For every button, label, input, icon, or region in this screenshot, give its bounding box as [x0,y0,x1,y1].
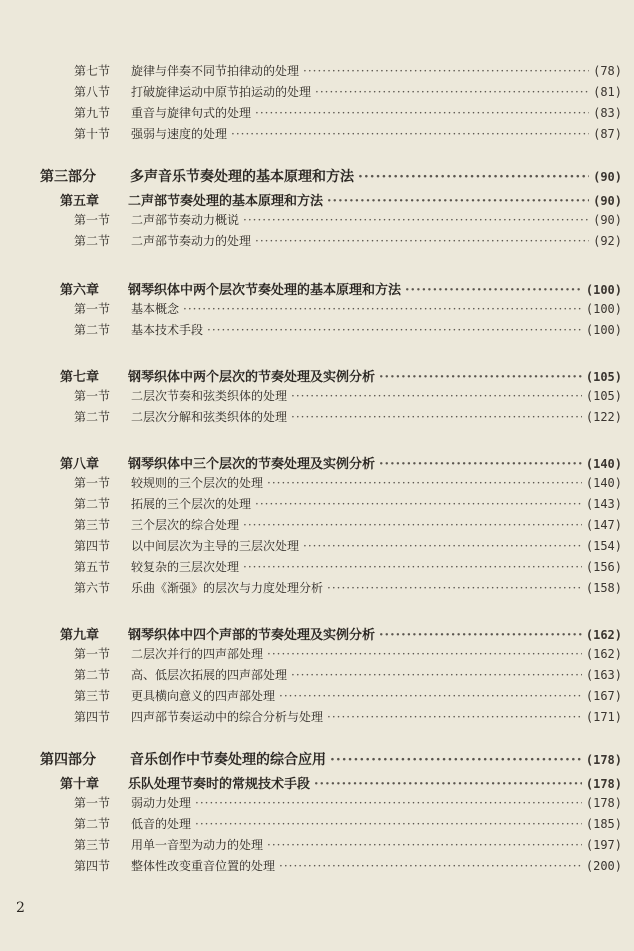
dot-leader [405,283,582,298]
toc-section-entry [74,62,622,79]
toc-entry-title: 整体性改变重音位置的处理 [131,859,276,873]
toc-entry-page: (140) [585,457,622,471]
toc-section-entry [74,836,622,853]
toc-entry-page: (143) [585,497,622,511]
toc-entry-title: 钢琴织体中三个层次的节奏处理及实例分析 [128,457,376,472]
toc-entry-title: 较复杂的三层次处理 [131,560,240,574]
toc-entry-title: 以中间层次为主导的三层次处理 [131,539,300,553]
dot-leader [303,539,582,553]
toc-section-entry [74,815,622,832]
toc-entry-title: 低音的处理 [131,817,192,831]
toc-entry-title: 强弱与速度的处理 [131,127,228,141]
toc-section-entry [74,83,622,100]
toc-entry-title: 钢琴织体中四个声部的节奏处理及实例分析 [128,628,376,643]
toc-chapter-entry [60,366,622,385]
toc-entry-page: (122) [585,410,622,424]
dot-leader [279,689,582,703]
dot-leader [291,389,582,403]
toc-section-entry [74,857,622,874]
dot-leader [195,796,582,810]
toc-entry-page: (156) [585,560,622,574]
dot-leader [267,647,582,661]
toc-entry-page: (162) [585,628,622,642]
toc-entry-title: 钢琴织体中两个层次节奏处理的基本原理和方法 [128,283,402,298]
toc-entry-title: 基本概念 [131,302,180,316]
toc-entry-title: 二声部节奏处理的基本原理和方法 [128,194,324,209]
toc-entry-page: (105) [585,370,622,384]
toc-part-entry [40,166,622,186]
toc-entry-label: 第二节 [74,497,111,511]
dot-leader [327,194,589,209]
toc-section-entry [74,321,622,338]
toc-section-entry [74,300,622,317]
toc-entry-page: (100) [585,283,622,297]
toc-entry-label: 第二节 [74,234,111,248]
toc-entry-page: (147) [585,518,622,532]
toc-entry-title: 二声部节奏动力的处理 [131,234,252,248]
toc-entry-title: 二声部节奏动力概说 [131,213,240,227]
toc-entry-title: 二层次并行的四声部处理 [131,647,264,661]
toc-entry-title: 高、低层次拓展的四声部处理 [131,668,288,682]
toc-section-entry [74,794,622,811]
toc-entry-label: 第一节 [74,389,111,403]
toc-section-entry [74,104,622,121]
toc-entry-page: (171) [585,710,622,724]
toc-entry-label: 第十节 [74,127,111,141]
toc-entry-page: (167) [585,689,622,703]
toc-entry-page: (163) [585,668,622,682]
dot-leader [379,457,582,472]
dot-leader [255,234,589,248]
toc-chapter-entry [60,453,622,472]
toc-entry-label: 第七节 [74,64,111,78]
toc-entry-label: 第一节 [74,647,111,661]
toc-entry-label: 第九节 [74,106,111,120]
toc-chapter-entry [60,773,622,792]
toc-entry-label: 第一节 [74,476,111,490]
toc-entry-label: 第四节 [74,859,111,873]
toc-entry-page: (92) [593,234,622,248]
toc-section-entry [74,687,622,704]
dot-leader [279,859,582,873]
dot-leader [267,476,582,490]
dot-leader [183,302,582,316]
toc-entry-label: 第三节 [74,518,111,532]
toc-entry-page: (90) [593,194,622,208]
toc-entry-label: 第二节 [74,323,111,337]
toc-entry-title: 用单一音型为动力的处理 [131,838,264,852]
dot-leader [255,497,582,511]
toc-section-entry [74,645,622,662]
toc-entry-page: (78) [593,64,622,78]
toc-entry-title: 乐队处理节奏时的常规技术手段 [128,777,311,792]
dot-leader [243,560,582,574]
toc-entry-label: 第一节 [74,302,111,316]
dot-leader [207,323,582,337]
toc-entry-title: 三个层次的综合处理 [131,518,240,532]
toc-entry-label: 第四节 [74,539,111,553]
dot-leader [195,817,582,831]
dot-leader [379,628,582,643]
toc-entry-title: 弱动力处理 [131,796,192,810]
dot-leader [231,127,589,141]
toc-entry-title: 二层次节奏和弦类织体的处理 [131,389,288,403]
toc-section-entry [74,211,622,228]
toc-entry-page: (197) [585,838,622,852]
toc-entry-label: 第五章 [60,194,100,209]
toc-section-entry [74,125,622,142]
toc-entry-title: 旋律与伴奏不同节拍律动的处理 [131,64,300,78]
dot-leader [327,710,582,724]
toc-section-entry [74,666,622,683]
dot-leader [267,838,582,852]
toc-entry-label: 第六章 [60,283,100,298]
toc-section-entry [74,516,622,533]
dot-leader [243,518,582,532]
dot-leader [330,752,582,768]
toc-entry-title: 音乐创作中节奏处理的综合应用 [130,752,326,768]
dot-leader [358,169,589,185]
page-number: 2 [16,900,25,916]
toc-section-entry [74,558,622,575]
toc-entry-page: (185) [585,817,622,831]
toc-entry-page: (178) [585,796,622,810]
toc-entry-label: 第三节 [74,838,111,852]
toc-entry-page: (178) [585,753,622,767]
toc-entry-title: 更具横向意义的四声部处理 [131,689,276,703]
toc-entry-page: (90) [593,213,622,227]
toc-section-entry [74,408,622,425]
toc-entry-label: 第二节 [74,817,111,831]
toc-entry-label: 第八节 [74,85,111,99]
toc-entry-title: 多声音乐节奏处理的基本原理和方法 [130,169,354,185]
toc-entry-page: (81) [593,85,622,99]
toc-entry-page: (178) [585,777,622,791]
toc-entry-page: (87) [593,127,622,141]
dot-leader [303,64,589,78]
toc-entry-title: 打破旋律运动中原节拍运动的处理 [131,85,312,99]
toc-entry-page: (154) [585,539,622,553]
toc-entry-title: 基本技术手段 [131,323,204,337]
toc-entry-label: 第二节 [74,410,111,424]
toc-entry-page: (100) [585,302,622,316]
toc-entry-title: 拓展的三个层次的处理 [131,497,252,511]
toc-entry-label: 第五节 [74,560,111,574]
dot-leader [291,668,582,682]
toc-section-entry [74,579,622,596]
toc-entry-page: (162) [585,647,622,661]
toc-entry-label: 第四节 [74,710,111,724]
toc-chapter-entry [60,190,622,209]
dot-leader [243,213,589,227]
toc-entry-title: 钢琴织体中两个层次的节奏处理及实例分析 [128,370,376,385]
toc-entry-page: (90) [593,170,622,184]
dot-leader [314,777,582,792]
toc-entry-page: (100) [585,323,622,337]
dot-leader [291,410,582,424]
dot-leader [315,85,589,99]
toc-entry-label: 第六节 [74,581,111,595]
toc-section-entry [74,495,622,512]
toc-section-entry [74,474,622,491]
toc-entry-label: 第十章 [60,777,100,792]
toc-entry-page: (158) [585,581,622,595]
toc-entry-title: 较规则的三个层次的处理 [131,476,264,490]
toc-chapter-entry [60,279,622,298]
toc-chapter-entry [60,624,622,643]
toc-section-entry [74,537,622,554]
dot-leader [255,106,589,120]
toc-part-entry [40,749,622,769]
dot-leader [327,581,582,595]
toc-section-entry [74,387,622,404]
toc-entry-title: 二层次分解和弦类织体的处理 [131,410,288,424]
toc-entry-title: 四声部节奏运动中的综合分析与处理 [131,710,324,724]
toc-entry-label: 第八章 [60,457,100,472]
toc-entry-label: 第四部分 [40,752,96,768]
toc-entry-title: 乐曲《渐强》的层次与力度处理分析 [131,581,324,595]
toc-section-entry [74,708,622,725]
toc-entry-label: 第一节 [74,796,111,810]
toc-entry-label: 第七章 [60,370,100,385]
toc-entry-page: (200) [585,859,622,873]
toc-entry-title: 重音与旋律句式的处理 [131,106,252,120]
toc-entry-label: 第三节 [74,689,111,703]
toc-entry-page: (83) [593,106,622,120]
toc-entry-label: 第九章 [60,628,100,643]
toc-entry-page: (140) [585,476,622,490]
dot-leader [379,370,582,385]
toc-entry-label: 第一节 [74,213,111,227]
toc-entry-page: (105) [585,389,622,403]
toc-entry-label: 第三部分 [40,169,96,185]
toc-section-entry [74,232,622,249]
toc-entry-label: 第二节 [74,668,111,682]
